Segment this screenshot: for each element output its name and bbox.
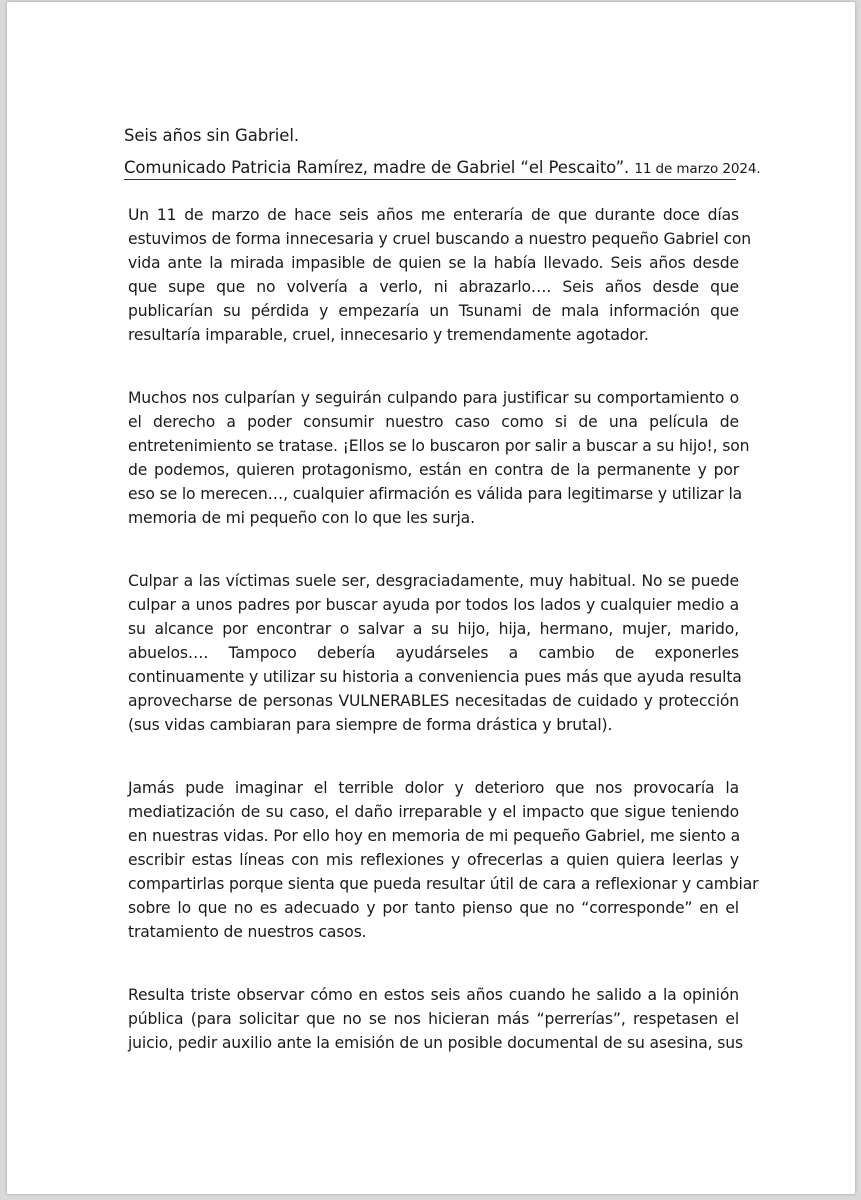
paragraph-line: estuvimos de forma innecesaria y cruel buscando a nuestro pequeño Gabriel con	[128, 230, 751, 248]
paragraph-line: que supe que no volvería a verlo, ni abrazarlo…. Seis años desde que	[128, 278, 739, 296]
paragraph-line: escribir estas líneas con mis reflexiones y ofrecerlas a quien quiera leerlas y	[128, 851, 739, 869]
paragraph-line: (sus vidas cambiaran para siempre de forma drástica y brutal).	[128, 716, 613, 734]
paragraph-line: resultaría imparable, cruel, innecesario y tremendamente agotador.	[128, 326, 649, 344]
paragraph	[128, 983, 743, 1055]
paragraph-line: mediatización de su caso, el daño irreparable y el impacto que sigue teniendo	[128, 803, 739, 821]
paragraph-line: aprovecharse de personas VULNERABLES necesitadas de cuidado y protección	[128, 692, 739, 710]
paragraph-line: entretenimiento se tratase. ¡Ellos se lo buscaron por salir a buscar a su hijo!, son	[128, 437, 750, 455]
paragraph-line: publicarían su pérdida y empezaría un Tsunami de mala información que	[128, 302, 739, 320]
paragraph-line: juicio, pedir auxilio ante la emisión de un posible documental de su asesina, sus	[128, 1034, 743, 1052]
paragraph-line: su alcance por encontrar o salvar a su hijo, hija, hermano, mujer, marido,	[128, 620, 739, 638]
subtitle-main: Comunicado Patricia Ramírez, madre de Gabriel “el Pescaito”.	[124, 158, 630, 177]
paragraph-line: Muchos nos culparían y seguirán culpando para justificar su comportamiento o	[128, 389, 739, 407]
paragraph-line: eso se lo merecen…, cualquier afirmación es válida para legitimarse y utilizar la	[128, 485, 743, 503]
document-subtitle	[124, 152, 761, 185]
paragraph-line: vida ante la mirada impasible de quien se la había llevado. Seis años desde	[128, 254, 739, 272]
paragraph-line: tratamiento de nuestros casos.	[128, 923, 367, 941]
paragraph	[128, 569, 742, 737]
paragraph-line: el derecho a poder consumir nuestro caso como si de una película de	[128, 413, 739, 431]
paragraph-line: Resulta triste observar cómo en estos seis años cuando he salido a la opinión	[128, 986, 739, 1004]
paragraph-line: Jamás pude imaginar el terrible dolor y deterioro que nos provocaría la	[128, 779, 739, 797]
paragraph-line: Un 11 de marzo de hace seis años me enteraría de que durante doce días	[128, 206, 739, 224]
header-divider	[124, 179, 736, 180]
paragraph	[128, 386, 750, 530]
document-title: Seis años sin Gabriel.	[124, 126, 299, 145]
document-body	[128, 203, 759, 1094]
paragraph-line: compartirlas porque sienta que pueda resultar útil de cara a reflexionar y cambiar	[128, 875, 759, 893]
paragraph-line: continuamente y utilizar su historia a conveniencia pues más que ayuda resulta	[128, 668, 742, 686]
paragraph-line: pública (para solicitar que no se nos hicieran más “perrerías”, respetasen el	[128, 1010, 739, 1028]
paragraph-line: de podemos, quieren protagonismo, están en contra de la permanente y por	[128, 461, 739, 479]
paragraph-line: Culpar a las víctimas suele ser, desgraciadamente, muy habitual. No se puede	[128, 572, 739, 590]
document-header	[124, 120, 761, 185]
subtitle-date: 11 de marzo 2024.	[634, 161, 761, 177]
paragraph-line: abuelos…. Tampoco debería ayudárseles a cambio de exponerles	[128, 644, 739, 662]
paragraph-line: en nuestras vidas. Por ello hoy en memoria de mi pequeño Gabriel, me siento a	[128, 827, 741, 845]
document-page	[7, 2, 855, 1194]
paragraph-line: memoria de mi pequeño con lo que les surja.	[128, 509, 475, 527]
paragraph-line: sobre lo que no es adecuado y por tanto pienso que no “corresponde” en el	[128, 899, 739, 917]
paragraph	[128, 203, 751, 347]
paragraph	[128, 776, 759, 944]
paragraph-line: culpar a unos padres por buscar ayuda por todos los lados y cualquier medio a	[128, 596, 739, 614]
